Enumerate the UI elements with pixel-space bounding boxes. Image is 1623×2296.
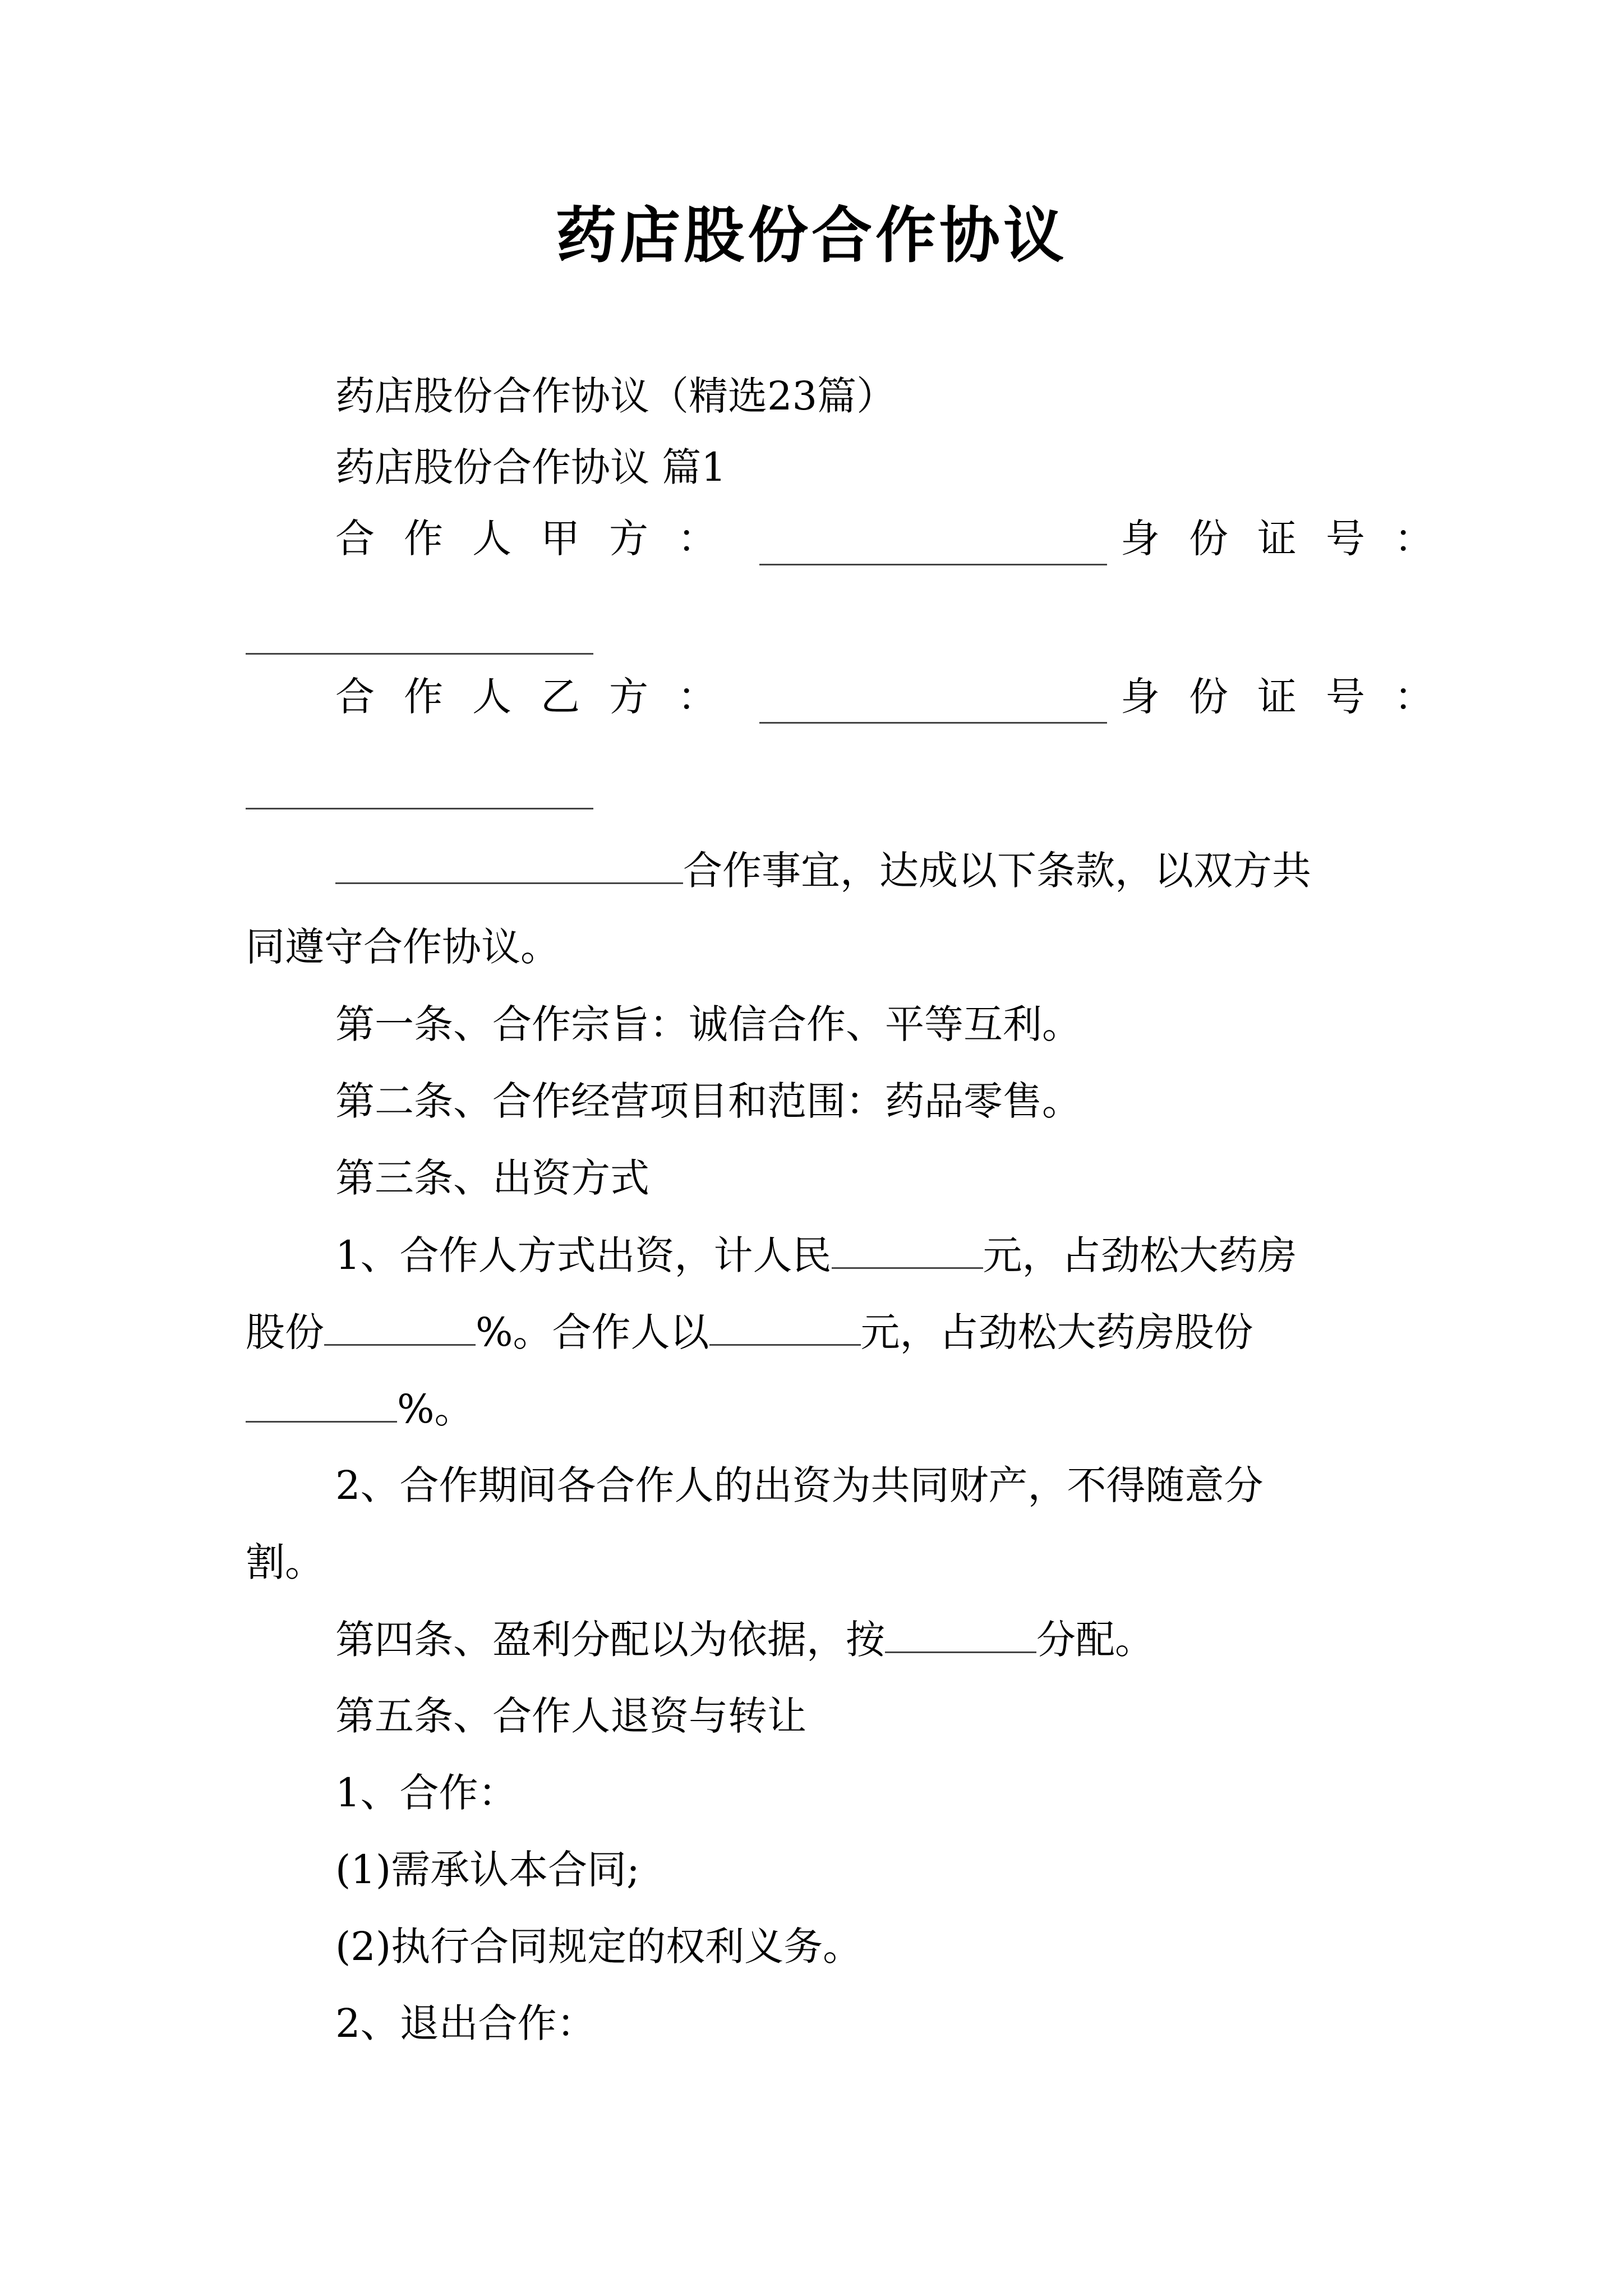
matters-line-1 <box>246 843 1463 898</box>
article-1: 第一条、合作宗旨：诚信合作、平等互利。 <box>335 1001 1081 1047</box>
article-5-1: 1、合作： <box>335 1770 518 1816</box>
share-percent-blank-1[interactable] <box>324 1305 476 1346</box>
party-a-id-row <box>246 614 1373 668</box>
section-heading: 药店股份合作协议 篇1 <box>335 444 726 490</box>
document-title: 药店股份合作协议 <box>555 200 1067 271</box>
article-5-heading: 第五条、合作人退资与转让 <box>335 1693 806 1739</box>
article-3-1-text-b: 元，占劲松大药房 <box>983 1232 1297 1278</box>
party-a-id-label: 身份证号： <box>1121 516 1463 562</box>
article-3-1-text-e: 元，占劲松大药房股份 <box>860 1309 1253 1355</box>
article-5-1-item-1: (1)需承认本合同; <box>335 1847 640 1893</box>
rmb-amount-blank-2[interactable] <box>709 1305 861 1346</box>
article-3-2-line-2: 割。 <box>246 1539 324 1585</box>
rmb-amount-blank-1[interactable] <box>832 1228 983 1269</box>
party-a-label: 合作人甲方： <box>335 516 746 562</box>
article-3-1-text-f: %。 <box>397 1386 474 1432</box>
party-a-row <box>246 512 1463 565</box>
article-3-heading: 第三条、出资方式 <box>335 1155 649 1201</box>
party-b-id-blank[interactable] <box>246 769 593 809</box>
matters-line-2: 同遵守合作协议。 <box>246 924 560 970</box>
party-b-id-label: 身份证号： <box>1121 674 1463 720</box>
article-4 <box>246 1612 1463 1667</box>
party-a-name-blank[interactable] <box>759 524 1107 565</box>
article-3-1-line-2 <box>246 1305 1373 1359</box>
subtitle: 药店股份合作协议（精选23篇） <box>335 373 896 419</box>
party-b-name-blank[interactable] <box>759 683 1107 724</box>
party-a-id-blank[interactable] <box>246 614 593 655</box>
article-3-1-text-d: %。合作人以 <box>476 1309 709 1355</box>
matters-text-a: 合作事宜，达成以下条款，以双方共 <box>683 848 1311 894</box>
party-b-row <box>246 670 1463 724</box>
matters-blank[interactable] <box>335 843 683 884</box>
article-4-text-a: 第四条、盈利分配以为依据，按 <box>335 1617 885 1663</box>
share-percent-blank-2[interactable] <box>246 1382 397 1423</box>
party-b-label: 合作人乙方： <box>335 674 746 720</box>
article-3-2-line-1: 2、合作期间各合作人的出资为共同财产，不得随意分 <box>335 1462 1264 1508</box>
article-5-2: 2、退出合作： <box>335 2000 596 2046</box>
party-b-id-row <box>246 769 1373 823</box>
article-3-1-line-1 <box>246 1228 1463 1282</box>
article-2: 第二条、合作经营项目和范围：药品零售。 <box>335 1078 1081 1124</box>
article-3-1-text-a: 1、合作人方式出资，计人民 <box>335 1232 832 1278</box>
article-5-1-item-2: (2)执行合同规定的权利义务。 <box>335 1924 863 1970</box>
distribution-method-blank[interactable] <box>885 1612 1036 1653</box>
article-4-text-b: 分配。 <box>1036 1617 1154 1663</box>
article-3-1-line-3 <box>246 1382 1373 1436</box>
article-3-1-text-c: 股份 <box>246 1309 324 1355</box>
